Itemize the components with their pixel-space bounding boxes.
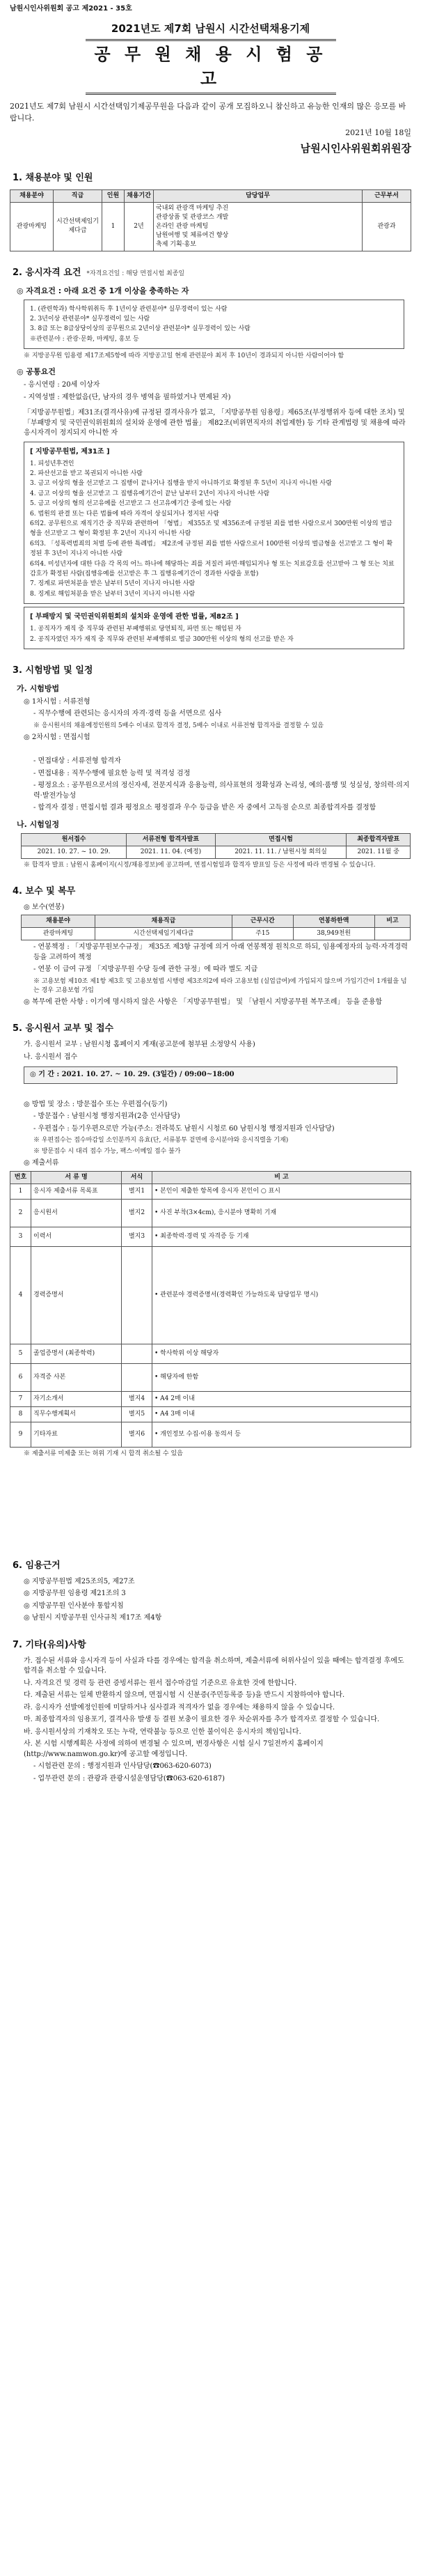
- qualification-title: ◎ 자격요건 : 아래 요건 중 1개 이상을 충족하는 자: [17, 286, 189, 295]
- col-pay-field: 채용분야: [22, 915, 95, 928]
- cell-doc-result: 2021. 11. 04. (예정): [127, 846, 216, 858]
- cell-pay-field: 관광마케팅: [22, 928, 95, 940]
- doc-no: 5: [10, 1344, 31, 1363]
- list-item: - 연봉 이 급여 규정 「지방공무원 수당 등에 관한 규정」에 따라 별도 지급: [33, 965, 258, 974]
- doc-form: 별지4: [122, 1391, 152, 1406]
- duty-item: 국내외 관광객 마케팅 추진: [156, 204, 229, 212]
- list-item: 2. 공직자였던 자가 재직 중 직무와 관련된 부패행위로 벌금 300만원 이상의 형의 선고를 받은 자: [30, 635, 294, 643]
- cell-final: 2021. 11월 중: [347, 846, 411, 858]
- qualification-note: ※관련분야 : 관광·문화, 마케팅, 홍보 등: [30, 335, 139, 343]
- doc-form: [122, 1344, 152, 1363]
- documents-header: [10, 1171, 411, 1184]
- col-doc-no: 번호: [10, 1171, 31, 1184]
- list-item: 나. 응시원서 접수: [24, 1053, 78, 1061]
- list-item: ※ 응시원서의 채용예정인원의 5배수 이내로 합격자 결정, 5배수 이내로 서류전형 합격자를 결정할 수 있음: [33, 722, 324, 729]
- list-item: - 평정요소 : 공무원으로서의 정신자세, 전문지식과 응용능력, 의사표현의 정확성과 논리성, 예의·품행 및 성실성, 창의력·의지력·발전가능성: [33, 782, 410, 800]
- cell-pay-hours: 주15: [232, 928, 293, 940]
- list-item: - 연봉책정 : 「지방공무원보수규정」 제35조 제3항 규정에 의거 아래 연봉책정 원칙으로 하되, 임용예정자의 능력·자격경력 등을 고려하여 책정: [33, 943, 408, 961]
- duty-item: 축제 기획·홍보: [156, 240, 196, 248]
- cell-dept: 관광과: [363, 202, 411, 251]
- cell-count: 1: [102, 202, 125, 251]
- list-item: 2. 파산선고를 받고 복권되지 아니한 사람: [30, 470, 143, 478]
- table-row: [10, 1363, 411, 1391]
- contact-work: - 업무관련 문의 : 관광과 관광시설운영담당(☎063-620-6187): [33, 1774, 225, 1783]
- col-interview: 면접시험: [215, 833, 347, 846]
- col-period: 채용기간: [125, 189, 154, 202]
- table-row: [10, 1246, 411, 1344]
- list-item: 라. 응시자가 선발예정인원에 미달하거나 심사결과 적격자가 없을 경우에는 채용하지 않을 수 있습니다.: [24, 1703, 335, 1712]
- list-item: 6. 법원의 판결 또는 다른 법률에 따라 자격이 상실되거나 정지된 사람: [30, 510, 219, 518]
- doc-form: 별지2: [122, 1199, 152, 1227]
- table-row: [22, 928, 411, 940]
- list-item: ◎ 지방공무원 임용령 제21조의 3: [24, 1590, 126, 1598]
- intro-text: 2021년도 제7회 남원시 시간선택임기제공무원을 다음과 같이 공개 모집하오니 참신하고 유능한 인재의 많은 응모를 바랍니다.: [10, 101, 406, 123]
- list-item: 1. (관련학과) 학사학위취득 후 1년이상 관련분야* 실무경력이 있는 사람: [30, 305, 228, 313]
- col-pay-note: 비고: [374, 915, 410, 928]
- list-item: - 면접대상 : 서류전형 합격자: [33, 757, 121, 766]
- notice-number: 남원시인사위원회 공고 제2021 - 35호: [10, 5, 132, 13]
- cell-duties: [154, 202, 363, 251]
- doc-name: 경력증명서: [31, 1246, 122, 1344]
- list-item: 사. 본 시험 시행계획은 사정에 의하여 변경될 수 있으며, 변경사항은 시험 실시 7일전까지 홈페이지(http://www.namwon.go.kr)에 공고할 예정입니다.: [24, 1740, 324, 1758]
- col-dept: 근무부서: [363, 189, 411, 202]
- table-row: [10, 1422, 411, 1447]
- list-item: 가. 접수된 서류와 응시자격 등이 사실과 다를 경우에는 합격을 취소하며, 제출서류에 허위사실이 있을 때에는 합격결정 후에도 합격을 취소할 수 있습니다.: [24, 1656, 404, 1675]
- qualification-extra: ※ 지방공무원 임용령 제17조제5항에 따라 지방공고일 현재 관련분야 최저 후 10년이 경과되지 아니한 사람이어야 함: [24, 352, 344, 360]
- doc-name: 이력서: [31, 1227, 122, 1246]
- schedule-table: [21, 833, 411, 859]
- contact-exam: - 시험관련 문의 : 행정지원과 인사담당(☎063-620-6073): [33, 1762, 212, 1771]
- anti-corruption-box: [24, 607, 404, 649]
- table-row: [10, 1406, 411, 1422]
- section2-title: 2. 응시자격 요건: [13, 267, 81, 278]
- section2-heading: [13, 267, 411, 280]
- col-pay-grade: 채용직급: [95, 915, 232, 928]
- disqualification-text: 「지방공무원법」제31조(결격사유)에 규정된 결격사유가 없고, 「지방공무원 임용령」제65조(부정행위자 등에 대한 조치) 및 「부패방지 및 국민권익위원회의 설치와 운영에 관한 법률」 제82조(비위면직자의 취업제한) 등 기타 관계법령 및 채용에 따라 응시자격이 정지되지 아니한 자: [24, 409, 406, 437]
- doc-name: 직무수행계획서: [31, 1406, 122, 1422]
- col-doc-note: 비 고: [152, 1171, 411, 1184]
- doc-name: 자격증 사본: [31, 1363, 122, 1391]
- list-item: ※ 우편접수는 접수마감일 소인분까지 유효(단, 서류봉투 겉면에 응시분야와 응시직렬을 기재): [33, 1137, 289, 1145]
- list-item: ◎ 2차시험 : 면접시험: [24, 733, 90, 741]
- list-item: ◎ 지방공무원법 제25조의5, 제27조: [24, 1577, 135, 1585]
- doc-no: 6: [10, 1363, 31, 1391]
- list-item: ◎ 1차시험 : 서류전형: [24, 697, 90, 706]
- col-count: 인원: [102, 189, 125, 202]
- doc-name: 응시자 제출서류 목록표: [31, 1184, 122, 1199]
- pay-table: [21, 915, 411, 940]
- section3-heading: 3. 시험방법 및 일정: [13, 665, 93, 676]
- doc-name: 응시원서: [31, 1199, 122, 1227]
- section2-note: *자격요건일 : 해당 면접시험 최종일: [86, 270, 185, 277]
- notice-subtitle: 2021년도 제7회 남원시 시간선택채용기제: [111, 22, 310, 35]
- table-row: [10, 1184, 411, 1199]
- list-item: 5. 금고 이상의 형의 선고유예를 선고받고 그 선고유예기간 중에 있는 사람: [30, 500, 232, 508]
- doc-no: 7: [10, 1391, 31, 1406]
- list-item: 1. 공직자가 재직 중 직무와 관련된 부패행위로 당연퇴직, 파면 또는 해임된 자: [30, 626, 241, 633]
- notice-date: 2021년 10월 18일: [345, 128, 411, 138]
- list-item: 7. 징계로 파면처분을 받은 날부터 5년이 지나지 아니한 사람: [30, 580, 196, 588]
- anti-title: [ 부패방지 및 국민권익위원회의 설치와 운영에 관한 법률, 제82조 ]: [30, 613, 239, 621]
- method-title: 가. 시험방법: [17, 683, 60, 693]
- cell-pay-grade: 시간선택제임기제다급: [95, 928, 232, 940]
- doc-form: 별지5: [122, 1406, 152, 1422]
- doc-note: • A4 2매 이내: [152, 1391, 411, 1406]
- col-pay-hours: 근무시간: [232, 915, 293, 928]
- cell-pay-min: 38,949천원: [293, 928, 374, 940]
- section1-heading: 1. 채용분야 및 인원: [13, 172, 93, 183]
- doc-name: 기타자료: [31, 1422, 122, 1447]
- list-item: 6의4. 미성년자에 대한 다음 각 목의 어느 하나에 해당하는 죄를 저질러 파면·해임되거나 형 또는 치료감호를 선고받아 그 형 또는 치료감호가 확정된 사람(집행유예를 선고받은 후 그 집행유예기간이 경과한 사람을 포함): [30, 560, 395, 577]
- col-apply: 원서접수: [22, 833, 127, 846]
- list-item: - 우편접수 : 등기우편으로만 가능(주소: 전라북도 남원시 시청로 60 남원시청 행정지원과 인사담당): [33, 1124, 335, 1133]
- list-item: ◎ 복무에 관한 사항 : 이기에 명시하지 않은 사항은 「지방공무원법」 및 「남원시 지방공무원 복무조례」 등을 준용함: [24, 998, 383, 1006]
- cell-pay-note: [374, 928, 410, 940]
- list-item: 4. 금고 이상의 형을 선고받고 그 집행유예기간이 끝난 날부터 2년이 지나지 아니한 사람: [30, 490, 270, 497]
- duty-item: 관광상품 및 관광코스 개발: [156, 213, 229, 221]
- doc-form: [122, 1246, 152, 1344]
- col-pay-min: 연봉하한액: [293, 915, 374, 928]
- pay-title: ◎ 보수(연봉): [24, 903, 65, 911]
- list-item: - 합격자 결정 : 면접시험 결과 평정요소 평정결과 우수 등급을 받은 자 중에서 고득점 순으로 최종합격자를 결정함: [33, 804, 376, 812]
- doc-name: 졸업증명서 (최종학력): [31, 1344, 122, 1363]
- doc-note: • 개인정보 수집·이용 동의서 등: [152, 1422, 411, 1447]
- section7-heading: 7. 기타(유의)사항: [13, 1639, 86, 1650]
- cell-period: 2년: [125, 202, 154, 251]
- col-grade: 직급: [54, 189, 102, 202]
- list-item: - 응시연령 : 20세 이상자: [24, 381, 100, 389]
- list-item: 다. 제출된 서류는 일체 반환하지 않으며, 면접시험 시 신분증(주민등록증 등)을 반드시 지참하여야 합니다.: [24, 1691, 345, 1700]
- col-doc-name: 서 류 명: [31, 1171, 122, 1184]
- issuer: 남원시인사위원회위원장: [300, 141, 411, 155]
- schedule-header: [22, 833, 411, 846]
- list-item: - 직무수행에 관련되는 응시자의 자격·경력 등을 서면으로 심사: [33, 710, 222, 718]
- law-title: [ 지방공무원법, 제31조 ]: [30, 447, 110, 456]
- list-item: 3. 금고 이상의 형을 선고받고 그 집행이 끝나거나 집행을 받지 아니하기로 확정된 후 5년이 지나지 아니한 사람: [30, 480, 332, 488]
- list-item: - 방문접수 : 남원시청 행정지원과(2층 인사담당): [33, 1112, 180, 1121]
- pay-header: [22, 915, 411, 928]
- section6-heading: 6. 임용근거: [13, 1560, 61, 1571]
- section4-heading: 4. 보수 및 복무: [13, 885, 76, 897]
- col-duties: 담당업무: [154, 189, 363, 202]
- application-period: ◎ 기 간 : 2021. 10. 27. ~ 10. 29. (3일간) / 09:00~18:00: [24, 1066, 397, 1084]
- list-item: 6의3. 「성폭력범죄의 처벌 등에 관한 특례법」 제2조에 규정된 죄를 범한 사람으로서 100만원 이상의 벌금형을 선고받고 그 형이 확정된 후 3년이 지나지 아니한 사람: [30, 540, 393, 558]
- section5-heading: 5. 응시원서 교부 및 접수: [13, 1023, 114, 1034]
- col-doc-form: 서식: [122, 1171, 152, 1184]
- table-row: [22, 846, 411, 858]
- doc-no: 9: [10, 1422, 31, 1447]
- col-doc-result: 서류전형 합격자발표: [127, 833, 216, 846]
- doc-form: [122, 1363, 152, 1391]
- cell-grade: 시간선택제임기제다급: [54, 202, 102, 251]
- table-row: [10, 1344, 411, 1363]
- page-title: 공 무 원 채 용 시 험 공 고: [86, 39, 336, 95]
- doc-note: • 본인이 제출한 항목에 응시자 본인이 ○ 표시: [152, 1184, 411, 1199]
- cell-interview: 2021. 11. 11. / 남원시청 회의실: [215, 846, 347, 858]
- list-item: 가. 응시원서 교부 : 남원시청 홈페이지 게재(공고문에 첨부된 소정양식 사용): [24, 1041, 255, 1049]
- schedule-note: ※ 합격자 발표 : 남원시 홈페이지(시정/채용정보)에 공고하며, 면접시험일과 합격자 발표일 등은 사정에 따라 변경될 수 있습니다.: [24, 861, 376, 869]
- list-item: - 면접내용 : 직무수행에 필요한 능력 및 적격성 검정: [33, 769, 191, 777]
- doc-note: • 관련분야 경력증명서(경력확인 가능하도록 담당업무 명시): [152, 1246, 411, 1344]
- duty-item: 온라인 관광 마케팅: [156, 222, 209, 230]
- cell-apply: 2021. 10. 27. ~ 10. 29.: [22, 846, 127, 858]
- cell-field: 관광마케팅: [10, 202, 54, 251]
- common-title: ◎ 공통요건: [17, 367, 56, 377]
- doc-no: 1: [10, 1184, 31, 1199]
- doc-note: • 해당자에 한함: [152, 1363, 411, 1391]
- table-row: [10, 1227, 411, 1246]
- doc-no: 3: [10, 1227, 31, 1246]
- duty-item: 남원여행 및 체류여건 향상: [156, 231, 229, 239]
- doc-no: 8: [10, 1406, 31, 1422]
- table-row: [10, 1391, 411, 1406]
- list-item: 3. 8급 또는 8급상당이상의 공무원으로 2년이상 관련분야* 실무경력이 있는 사람: [30, 325, 251, 333]
- doc-note: • A4 3매 이내: [152, 1406, 411, 1422]
- list-item: 8. 징계로 해임처분을 받은 날부터 3년이 지나지 아니한 사람: [30, 590, 196, 598]
- doc-form: 별지6: [122, 1422, 152, 1447]
- list-item: 마. 최종합격자의 임용포기, 결격사유 발생 등 결원 보충이 필요한 경우 차순위자를 추가 합격자로 결정할 수 있습니다.: [24, 1716, 380, 1724]
- schedule-title: 나. 시험일정: [17, 819, 60, 829]
- list-item: ◎ 남원시 지방공무원 인사규칙 제17조 제4항: [24, 1614, 162, 1622]
- list-item: ◎ 제출서류: [24, 1159, 59, 1167]
- list-item: 2. 3년이상 관련분야* 실무경력이 있는 사람: [30, 316, 150, 323]
- qualification-box: [24, 300, 404, 350]
- recruit-table-header: [10, 189, 411, 202]
- law-box: [24, 442, 404, 604]
- doc-form: 별지3: [122, 1227, 152, 1246]
- col-field: 채용분야: [10, 189, 54, 202]
- col-final: 최종합격자발표: [347, 833, 411, 846]
- list-item: 6의2. 공무원으로 재직기간 중 직무와 관련하여 「형법」 제355조 및 제356조에 규정된 죄를 범한 사람으로서 300만원 이상의 벌금형을 선고받고 그 형이 확정된 후 2년이 지나지 아니한 사람: [30, 520, 392, 538]
- doc-form: 별지1: [122, 1184, 152, 1199]
- list-item: 1. 피성년후견인: [30, 460, 74, 467]
- doc-no: 4: [10, 1246, 31, 1344]
- list-item: 나. 자격요건 및 경력 등 관련 증빙서류는 원서 접수마감일 기준으로 유효한 것에 한합니다.: [24, 1679, 297, 1687]
- list-item: - 지역성별 : 제한없음(단, 남자의 경우 병역을 필하였거나 면제된 자): [24, 393, 231, 401]
- doc-note: • 최종학력·경력 및 자격증 등 기재: [152, 1227, 411, 1246]
- list-item: ◎ 방법 및 장소 : 방문접수 또는 우편접수(등기): [24, 1100, 168, 1108]
- list-item: ◎ 지방공무원 인사분야 통합지침: [24, 1601, 124, 1610]
- list-item: 바. 응시원서상의 기재착오 또는 누락, 연락불능 등으로 인한 불이익은 응시자의 책임입니다.: [24, 1728, 301, 1736]
- documents-table: [10, 1171, 411, 1448]
- doc-no: 2: [10, 1199, 31, 1227]
- doc-note: • 사진 부착(3×4cm), 응시분야 명확히 기재: [152, 1199, 411, 1227]
- doc-note: • 학사학위 이상 해당자: [152, 1344, 411, 1363]
- list-item: ※ 방문접수 시 대리 접수 가능, 팩스·이메일 접수 불가: [33, 1148, 181, 1156]
- table-row: [10, 1199, 411, 1227]
- table-row: [10, 202, 411, 251]
- list-item: ※ 고용보험 제10조 제1항 제3호 및 고용보험법 시행령 제3조의2에 따라 고용보험 (실업급여)에 가입되지 않으며 가입기간이 1개월을 넘는 경우 고용보험 가입: [33, 977, 407, 994]
- recruit-table: [10, 189, 411, 251]
- doc-name: 자기소개서: [31, 1391, 122, 1406]
- documents-note: ※ 제출서류 미제출 또는 허위 기재 시 합격 취소될 수 있음: [24, 1450, 183, 1457]
